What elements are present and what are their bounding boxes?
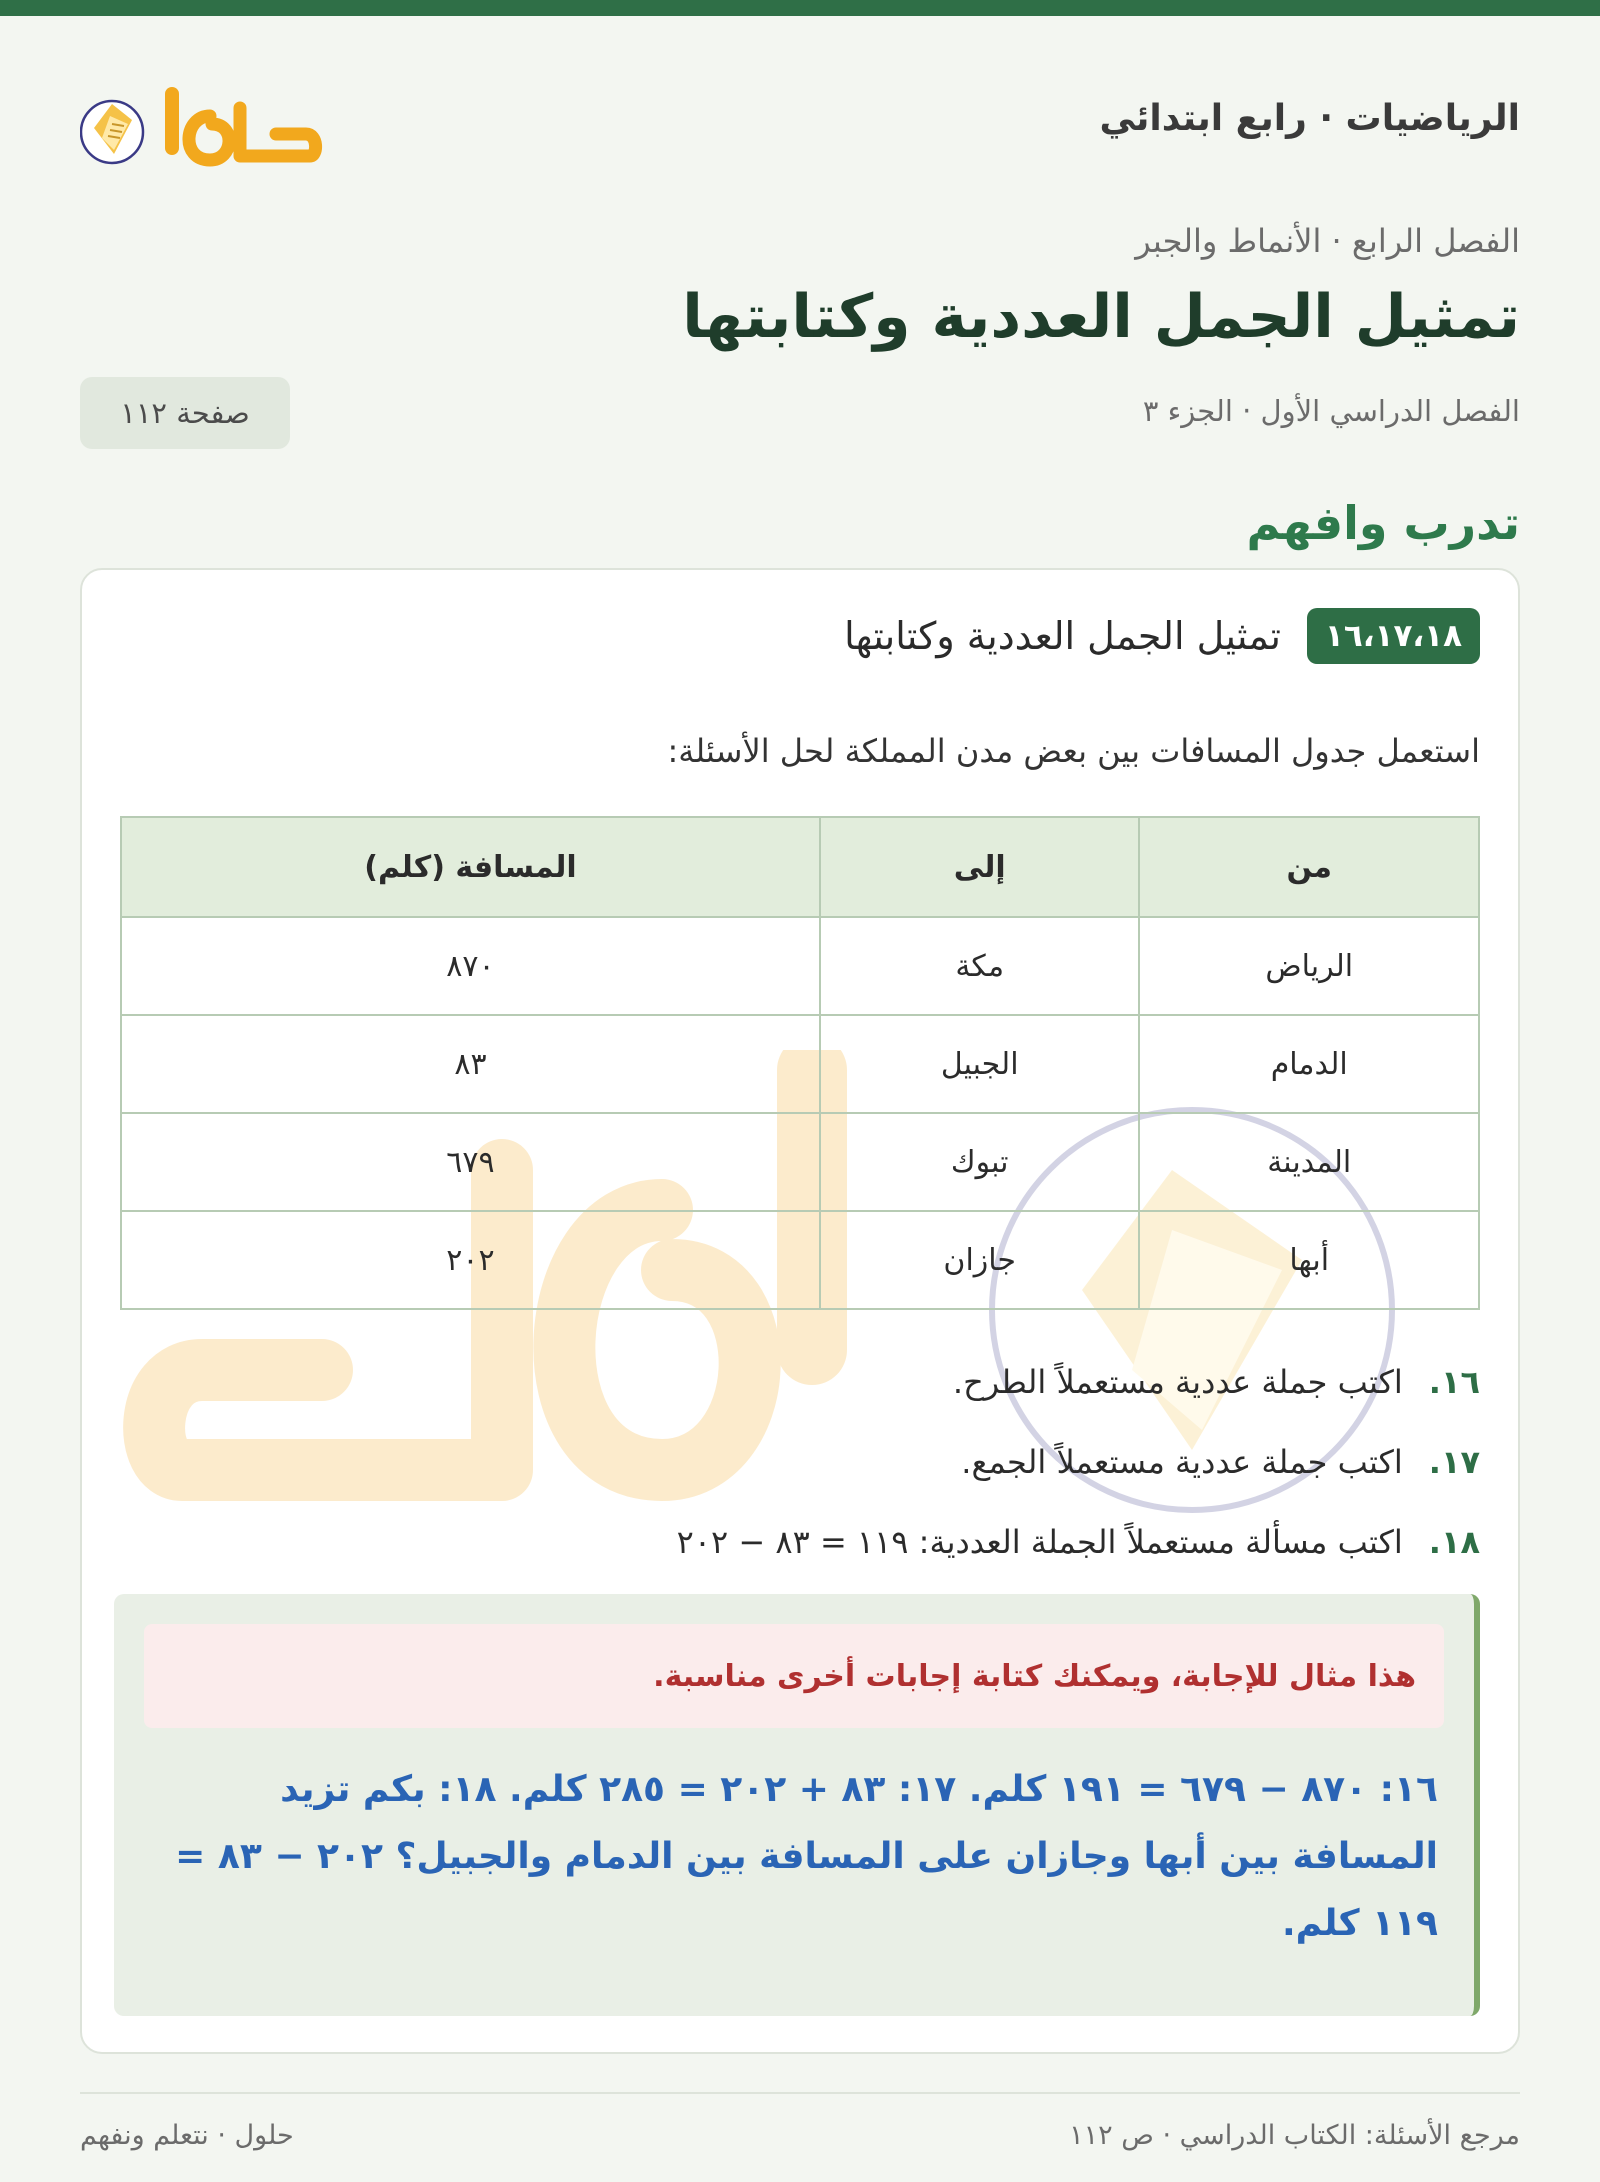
column-header-from: من	[1139, 817, 1479, 917]
section-title: تدرب وافهم	[1246, 496, 1520, 550]
cell-distance: ٦٧٩	[121, 1113, 820, 1211]
column-header-to: إلى	[820, 817, 1140, 917]
page	[80, 16, 1520, 2182]
list-item	[120, 1422, 1480, 1502]
question-number: ١٧.	[1428, 1443, 1480, 1481]
page-number-badge: صفحة ١١٢	[80, 377, 290, 449]
table-row	[121, 1211, 1479, 1309]
list-item	[120, 1342, 1480, 1422]
answer-note: هذا مثال للإجابة، ويمكنك كتابة إجابات أخرى مناسبة.	[144, 1624, 1444, 1728]
cell-to: الجبيل	[820, 1015, 1140, 1113]
lesson-title: تمثيل الجمل العددية وكتابتها	[682, 282, 1520, 352]
exercise-card	[80, 568, 1520, 2054]
cell-distance: ٨٣	[121, 1015, 820, 1113]
question-number: ١٦.	[1428, 1363, 1480, 1401]
footer-divider	[80, 2092, 1520, 2094]
header	[80, 16, 1520, 216]
answer-text: ١٦: ٨٧٠ − ٦٧٩ = ١٩١ كلم. ١٧: ٨٣ + ٢٠٢ = ٢٨٥ كلم. ١٨: بكم تزيد المسافة بين أبها وجازان على المسافة بين الدمام والجبيل؟ ٢٠٢ − ٨٣ = ١١٩ كلم.	[175, 1769, 1438, 1944]
card-header	[844, 608, 1480, 664]
cell-to: مكة	[820, 917, 1140, 1015]
table-row	[121, 1015, 1479, 1113]
term-label: الفصل الدراسي الأول · الجزء ٣	[1142, 394, 1520, 428]
cell-from: المدينة	[1139, 1113, 1479, 1211]
footer-brand: حلول · نتعلم ونفهم	[80, 2120, 294, 2151]
table-row	[121, 917, 1479, 1015]
cell-distance: ٨٧٠	[121, 917, 820, 1015]
question-text: اكتب مسألة مستعملاً الجملة العددية: ١١٩ = ٨٣ − ٢٠٢	[676, 1523, 1403, 1561]
list-item	[120, 1502, 1480, 1582]
table-row	[121, 1113, 1479, 1211]
question-number: ١٨.	[1428, 1523, 1480, 1561]
table-header-row	[121, 817, 1479, 917]
cell-from: الدمام	[1139, 1015, 1479, 1113]
question-text: اكتب جملة عددية مستعملاً الجمع.	[961, 1443, 1403, 1481]
cell-to: جازان	[820, 1211, 1140, 1309]
instruction-text: استعمل جدول المسافات بين بعض مدن المملكة لحل الأسئلة:	[667, 732, 1480, 770]
subject-label: الرياضيات · رابع ابتدائي	[1099, 98, 1520, 139]
answer-box	[114, 1594, 1480, 2016]
cell-from: الرياض	[1139, 917, 1479, 1015]
column-header-distance: المسافة (كلم)	[121, 817, 820, 917]
distance-table	[120, 816, 1480, 1310]
chapter-breadcrumb: الفصل الرابع · الأنماط والجبر	[1135, 222, 1520, 260]
book-icon	[80, 64, 380, 184]
cell-from: أبها	[1139, 1211, 1479, 1309]
card-title: تمثيل الجمل العددية وكتابتها	[844, 614, 1281, 658]
cell-distance: ٢٠٢	[121, 1211, 820, 1309]
logo[interactable]	[80, 64, 380, 184]
footer-reference: مرجع الأسئلة: الكتاب الدراسي · ص ١١٢	[1069, 2120, 1520, 2151]
question-text: اكتب جملة عددية مستعملاً الطرح.	[952, 1363, 1403, 1401]
exercise-number-badge: ١٦،١٧،١٨	[1307, 608, 1480, 664]
question-list	[120, 1342, 1480, 1582]
cell-to: تبوك	[820, 1113, 1140, 1211]
top-accent-bar	[0, 0, 1600, 16]
